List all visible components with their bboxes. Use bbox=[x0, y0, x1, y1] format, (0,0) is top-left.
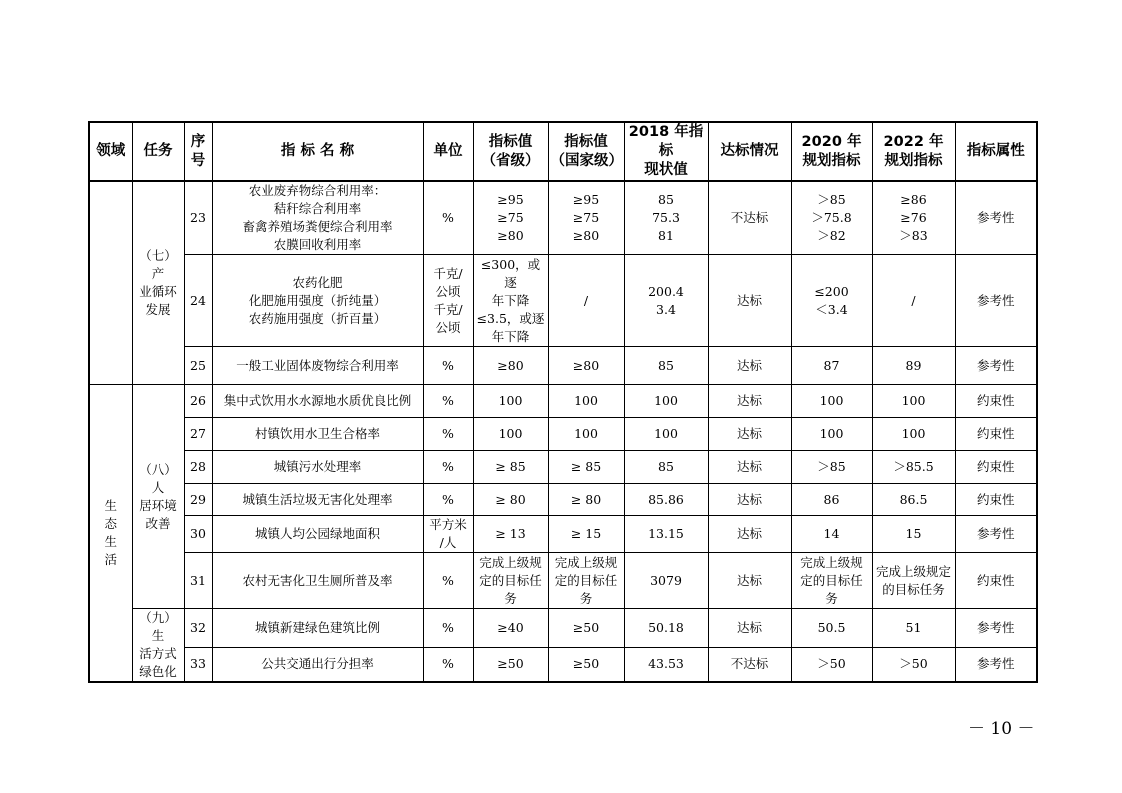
name-cell: 城镇新建绿色建筑比例 bbox=[212, 609, 423, 648]
page-number: － 10 － bbox=[968, 719, 1035, 739]
plan-2022-cell: 100 bbox=[872, 385, 955, 418]
task-cell: （九）生 活方式 绿色化 bbox=[132, 609, 184, 683]
plan-2022-cell: 89 bbox=[872, 347, 955, 385]
table-row bbox=[89, 451, 1037, 484]
current-cell: 13.15 bbox=[624, 516, 708, 553]
attribute-cell: 约束性 bbox=[955, 418, 1037, 451]
header-seq: 序 号 bbox=[184, 122, 212, 181]
plan-2022-cell: ≥86 ≥76 ＞83 bbox=[872, 181, 955, 255]
name-cell: 村镇饮用水卫生合格率 bbox=[212, 418, 423, 451]
plan-2022-cell: ＞50 bbox=[872, 647, 955, 682]
status-cell: 达标 bbox=[708, 451, 791, 484]
table-row bbox=[89, 385, 1037, 418]
attribute-cell: 参考性 bbox=[955, 647, 1037, 682]
national-cell: 100 bbox=[548, 385, 624, 418]
unit-cell: % bbox=[423, 553, 473, 609]
current-cell: 100 bbox=[624, 418, 708, 451]
header-attribute: 指标属性 bbox=[955, 122, 1037, 181]
name-cell: 城镇生活垃圾无害化处理率 bbox=[212, 484, 423, 516]
header-name: 指 标 名 称 bbox=[212, 122, 423, 181]
header-provincial: 指标值 （省级） bbox=[473, 122, 548, 181]
plan-2020-cell: 100 bbox=[791, 418, 872, 451]
table-row bbox=[89, 516, 1037, 553]
domain-cell: 生 态 生 活 bbox=[89, 385, 132, 683]
name-cell: 公共交通出行分担率 bbox=[212, 647, 423, 682]
unit-cell: % bbox=[423, 647, 473, 682]
unit-cell: % bbox=[423, 484, 473, 516]
attribute-cell: 参考性 bbox=[955, 255, 1037, 347]
plan-2022-cell: 100 bbox=[872, 418, 955, 451]
status-cell: 达标 bbox=[708, 385, 791, 418]
seq-cell: 33 bbox=[184, 647, 212, 682]
header-unit: 单位 bbox=[423, 122, 473, 181]
attribute-cell: 参考性 bbox=[955, 516, 1037, 553]
status-cell: 达标 bbox=[708, 553, 791, 609]
seq-cell: 32 bbox=[184, 609, 212, 648]
current-cell: 85 bbox=[624, 451, 708, 484]
table-row bbox=[89, 484, 1037, 516]
seq-cell: 31 bbox=[184, 553, 212, 609]
plan-2020-cell: 50.5 bbox=[791, 609, 872, 648]
status-cell: 达标 bbox=[708, 255, 791, 347]
provincial-cell: ≥ 13 bbox=[473, 516, 548, 553]
header-plan-2020: 2020 年 规划指标 bbox=[791, 122, 872, 181]
table-row bbox=[89, 647, 1037, 682]
attribute-cell: 约束性 bbox=[955, 451, 1037, 484]
name-cell: 农药化肥 化肥施用强度（折纯量） 农药施用强度（折百量） bbox=[212, 255, 423, 347]
plan-2022-cell: 完成上级规定 的目标任务 bbox=[872, 553, 955, 609]
national-cell: 完成上级规 定的目标任 务 bbox=[548, 553, 624, 609]
national-cell: ≥ 85 bbox=[548, 451, 624, 484]
unit-cell: % bbox=[423, 451, 473, 484]
header-domain: 领域 bbox=[89, 122, 132, 181]
status-cell: 达标 bbox=[708, 418, 791, 451]
header-status: 达标情况 bbox=[708, 122, 791, 181]
provincial-cell: 100 bbox=[473, 418, 548, 451]
plan-2020-cell: ＞50 bbox=[791, 647, 872, 682]
current-cell: 3079 bbox=[624, 553, 708, 609]
table-row bbox=[89, 181, 1037, 255]
status-cell: 达标 bbox=[708, 609, 791, 648]
plan-2020-cell: 86 bbox=[791, 484, 872, 516]
status-cell: 不达标 bbox=[708, 181, 791, 255]
plan-2022-cell: ＞85.5 bbox=[872, 451, 955, 484]
attribute-cell: 参考性 bbox=[955, 347, 1037, 385]
plan-2020-cell: ≤200 ＜3.4 bbox=[791, 255, 872, 347]
task-cell: （八）人 居环境 改善 bbox=[132, 385, 184, 609]
provincial-cell: 完成上级规 定的目标任 务 bbox=[473, 553, 548, 609]
national-cell: / bbox=[548, 255, 624, 347]
plan-2022-cell: 86.5 bbox=[872, 484, 955, 516]
seq-cell: 23 bbox=[184, 181, 212, 255]
provincial-cell: ≥95 ≥75 ≥80 bbox=[473, 181, 548, 255]
header-plan-2022: 2022 年 规划指标 bbox=[872, 122, 955, 181]
table-row bbox=[89, 609, 1037, 648]
current-cell: 85.86 bbox=[624, 484, 708, 516]
attribute-cell: 约束性 bbox=[955, 553, 1037, 609]
national-cell: ≥50 bbox=[548, 647, 624, 682]
plan-2020-cell: ＞85 bbox=[791, 451, 872, 484]
table-row bbox=[89, 255, 1037, 347]
status-cell: 达标 bbox=[708, 484, 791, 516]
plan-2022-cell: / bbox=[872, 255, 955, 347]
unit-cell: 平方米 /人 bbox=[423, 516, 473, 553]
attribute-cell: 参考性 bbox=[955, 181, 1037, 255]
table-row bbox=[89, 347, 1037, 385]
header-current-2018: 2018 年指标 现状值 bbox=[624, 122, 708, 181]
plan-2020-cell: 100 bbox=[791, 385, 872, 418]
name-cell: 城镇人均公园绿地面积 bbox=[212, 516, 423, 553]
provincial-cell: ≥40 bbox=[473, 609, 548, 648]
unit-cell: % bbox=[423, 418, 473, 451]
plan-2022-cell: 51 bbox=[872, 609, 955, 648]
national-cell: ≥80 bbox=[548, 347, 624, 385]
name-cell: 集中式饮用水水源地水质优良比例 bbox=[212, 385, 423, 418]
domain-cell-top bbox=[89, 181, 132, 385]
provincial-cell: ≥50 bbox=[473, 647, 548, 682]
provincial-cell: ≥ 80 bbox=[473, 484, 548, 516]
name-cell: 一般工业固体废物综合利用率 bbox=[212, 347, 423, 385]
unit-cell: % bbox=[423, 609, 473, 648]
provincial-cell: 100 bbox=[473, 385, 548, 418]
national-cell: ≥50 bbox=[548, 609, 624, 648]
header-task: 任务 bbox=[132, 122, 184, 181]
current-cell: 100 bbox=[624, 385, 708, 418]
current-cell: 43.53 bbox=[624, 647, 708, 682]
unit-cell: % bbox=[423, 181, 473, 255]
plan-2020-cell: 14 bbox=[791, 516, 872, 553]
status-cell: 不达标 bbox=[708, 647, 791, 682]
task-cell: （七）产 业循环 发展 bbox=[132, 181, 184, 385]
table-row bbox=[89, 553, 1037, 609]
plan-2022-cell: 15 bbox=[872, 516, 955, 553]
status-cell: 达标 bbox=[708, 347, 791, 385]
indicator-table bbox=[88, 121, 1038, 683]
seq-cell: 27 bbox=[184, 418, 212, 451]
current-cell: 85 bbox=[624, 347, 708, 385]
name-cell: 农业废弃物综合利用率： 秸秆综合利用率 畜禽养殖场粪便综合利用率 农膜回收利用率 bbox=[212, 181, 423, 255]
seq-cell: 24 bbox=[184, 255, 212, 347]
current-cell: 85 75.3 81 bbox=[624, 181, 708, 255]
seq-cell: 28 bbox=[184, 451, 212, 484]
national-cell: ≥95 ≥75 ≥80 bbox=[548, 181, 624, 255]
provincial-cell: ≥ 85 bbox=[473, 451, 548, 484]
name-cell: 农村无害化卫生厕所普及率 bbox=[212, 553, 423, 609]
seq-cell: 30 bbox=[184, 516, 212, 553]
attribute-cell: 约束性 bbox=[955, 484, 1037, 516]
current-cell: 50.18 bbox=[624, 609, 708, 648]
plan-2020-cell: 87 bbox=[791, 347, 872, 385]
unit-cell: % bbox=[423, 347, 473, 385]
plan-2020-cell: ＞85 ＞75.8 ＞82 bbox=[791, 181, 872, 255]
national-cell: 100 bbox=[548, 418, 624, 451]
attribute-cell: 约束性 bbox=[955, 385, 1037, 418]
seq-cell: 25 bbox=[184, 347, 212, 385]
unit-cell: 千克/ 公顷 千克/ 公顷 bbox=[423, 255, 473, 347]
name-cell: 城镇污水处理率 bbox=[212, 451, 423, 484]
attribute-cell: 参考性 bbox=[955, 609, 1037, 648]
national-cell: ≥ 15 bbox=[548, 516, 624, 553]
unit-cell: % bbox=[423, 385, 473, 418]
seq-cell: 29 bbox=[184, 484, 212, 516]
plan-2020-cell: 完成上级规 定的目标任 务 bbox=[791, 553, 872, 609]
provincial-cell: ≤300，或逐 年下降 ≤3.5，或逐 年下降 bbox=[473, 255, 548, 347]
header-national: 指标值 （国家级） bbox=[548, 122, 624, 181]
status-cell: 达标 bbox=[708, 516, 791, 553]
provincial-cell: ≥80 bbox=[473, 347, 548, 385]
current-cell: 200.4 3.4 bbox=[624, 255, 708, 347]
seq-cell: 26 bbox=[184, 385, 212, 418]
header-row bbox=[89, 122, 1037, 181]
table-row bbox=[89, 418, 1037, 451]
national-cell: ≥ 80 bbox=[548, 484, 624, 516]
